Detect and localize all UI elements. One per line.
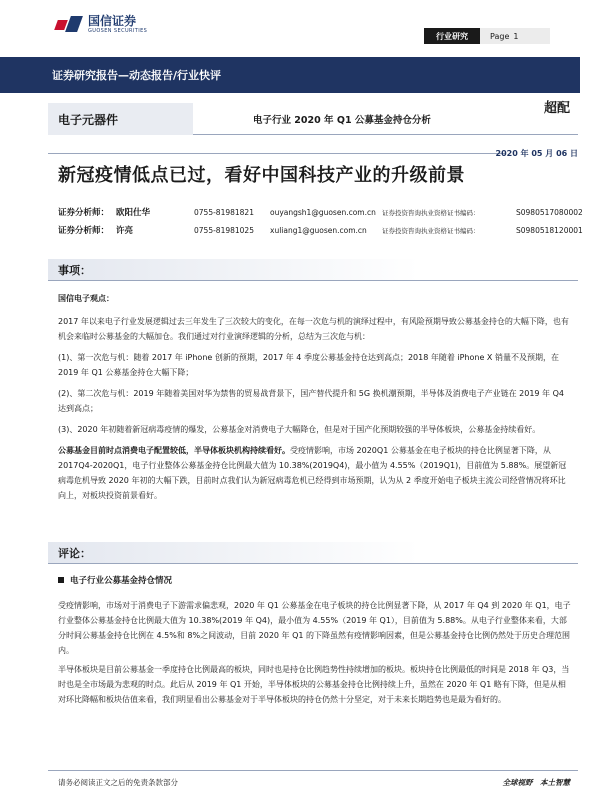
page-number: 1 bbox=[513, 31, 519, 41]
date-bar bbox=[48, 148, 578, 158]
analyst-email[interactable]: xuliang1@guosen.com.cn bbox=[270, 225, 367, 235]
analyst-name: 欧阳仕华 bbox=[116, 208, 151, 218]
events-para-2: (1)、第一次危与机：随着 2017 年 iPhone 创新的预期，2017 年 4 季度公募基金持仓达到高点；2018 年随着 iPhone X 销量不及预期，在 2019 年 Q1 公募基金持仓大幅下降； bbox=[58, 353, 559, 377]
analyst-label: 证券分析师： bbox=[58, 226, 110, 236]
events-para-5-highlight: 公募基金目前时点消费电子配置较低，半导体板块机构持续看好。 bbox=[58, 446, 290, 455]
category-label: 行业研究 bbox=[424, 28, 480, 44]
events-para-1: 2017 年以来电子行业发展逻辑过去三年发生了三次较大的变化，在每一次危与机的演绎过程中，有风险预期导致公募基金持仓的大幅下降，也有机会来临时公募基金的大幅加仓。我们通过对行业演绎逻辑的分析，总结为三次危与机： bbox=[58, 317, 569, 341]
logo-mark-icon bbox=[56, 16, 82, 34]
company-name-en: GUOSEN SECURITIES bbox=[88, 28, 148, 34]
report-type-banner: 证券研究报告—动态报告/行业快评 bbox=[0, 57, 580, 93]
comments-para-2: 半导体板块是目前公募基金一季度持仓比例最高的板块，同时也是持仓比例趋势性持续增加的板块。板块持仓比例最低的时间是 2018 年 Q3，当时也是全市场最为悲观的时点。此后从 2019 年 Q1 开始，半导体板块的公募基金持仓比例持续上升，虽然在 2020 年 Q1 略有下降，但是从相对环比降幅和板块估值来看，我们明显看出公募基金对于半导体板块的持仓仍然十分坚定，对于未来长期趋势也是最为看好的。 bbox=[58, 665, 570, 704]
view-label: 国信电子观点： bbox=[58, 294, 114, 303]
events-body bbox=[58, 291, 572, 503]
analyst-cert-label: 证券投资咨询执业资格证书编码： bbox=[382, 226, 480, 235]
comments-para-1: 受疫情影响，市场对于消费电子下游需求偏悲观，2020 年 Q1 公募基金在电子板块的持仓比例显著下降，从 2017 年 Q4 到 2020 年 Q1，电子行业整体公募基金持仓比例最大值为 10.38%(2019 年 Q4)，最小值为 4.55%（2019 年 Q1），目前值为 5.88%。从电子行业整体来看，大部分时间公募基金持仓比例在 4.5%和 8%之间波动，目前 2020 年 Q1 的下降虽然有疫情影响因素，但是公募基金持仓比例仍然处于历史合理范围内。 bbox=[58, 601, 571, 655]
subsection-heading bbox=[58, 574, 172, 586]
bullet-icon bbox=[58, 577, 64, 583]
report-tag bbox=[424, 28, 550, 44]
analyst-label: 证券分析师： bbox=[58, 208, 110, 218]
report-title: 电子行业 2020 年 Q1 公募基金持仓分析 bbox=[253, 115, 431, 126]
comments-heading: 评论： bbox=[48, 542, 578, 564]
company-logo bbox=[56, 14, 147, 35]
section-bar bbox=[48, 103, 578, 135]
footer-slogan: 全球视野 本土智慧 bbox=[502, 778, 570, 787]
events-para-5-body: 受疫情影响，市场 2020Q1 公募基金在电子板块的持仓比例显著下降，从 2017Q4-2020Q1，电子行业整体公募基金持仓比例最大值为 10.38%(2019Q4)，最小值为 4.55%（2019Q1)，目前值为 5.88%。展望新冠病毒危机导致 2020 年初的大幅下跌，目前时点我们认为新冠病毒危机已经得到市场预期，认为从 2 季度开始电子板块主流公司经营情况将环比向上，对板块投资前景看好。 bbox=[58, 446, 567, 500]
rating-badge: 超配 bbox=[543, 101, 570, 116]
analyst-phone: 0755-81981025 bbox=[194, 225, 254, 235]
industry-label: 电子元器件 bbox=[48, 103, 193, 135]
page-footer bbox=[48, 770, 578, 792]
divider bbox=[48, 153, 506, 154]
events-heading: 事项： bbox=[48, 259, 578, 281]
analyst-email[interactable]: ouyangsh1@guosen.com.cn bbox=[270, 207, 376, 217]
headline: 新冠疫情低点已过，看好中国科技产业的升级前景 bbox=[58, 165, 465, 186]
analyst-cert-no: S0980517080002 bbox=[516, 207, 583, 217]
analyst-phone: 0755-81981821 bbox=[194, 207, 254, 217]
comments-body bbox=[58, 598, 572, 707]
events-para-4: (3)、2020 年初随着新冠病毒疫情的爆发，公募基金对消费电子大幅降仓，但是对于国产化预期较强的半导体板块，公募基金持续看好。 bbox=[58, 425, 541, 434]
analyst-cert-no: S0980518120001 bbox=[516, 225, 583, 235]
analyst-cert-label: 证券投资咨询执业资格证书编码： bbox=[382, 208, 480, 217]
top-header bbox=[0, 0, 600, 50]
company-name-cn: 国信证券 bbox=[88, 14, 137, 28]
disclaimer-note: 请务必阅读正文之后的免责条款部分 bbox=[58, 778, 178, 787]
page-indicator bbox=[480, 28, 550, 44]
events-para-3: (2)、第二次危与机：2019 年随着美国对华为禁售的贸易战背景下，国产替代提升和 5G 换机潮预期，半导体及消费电子产业链在 2019 年 Q4 达到高点； bbox=[58, 389, 564, 413]
subsection-title: 电子行业公募基金持仓情况 bbox=[70, 576, 173, 586]
report-date: 2020 年 05 月 06 日 bbox=[495, 149, 578, 158]
events-para-5 bbox=[58, 443, 572, 503]
page-label: Page bbox=[490, 31, 510, 41]
analyst-name: 许亮 bbox=[116, 226, 134, 236]
